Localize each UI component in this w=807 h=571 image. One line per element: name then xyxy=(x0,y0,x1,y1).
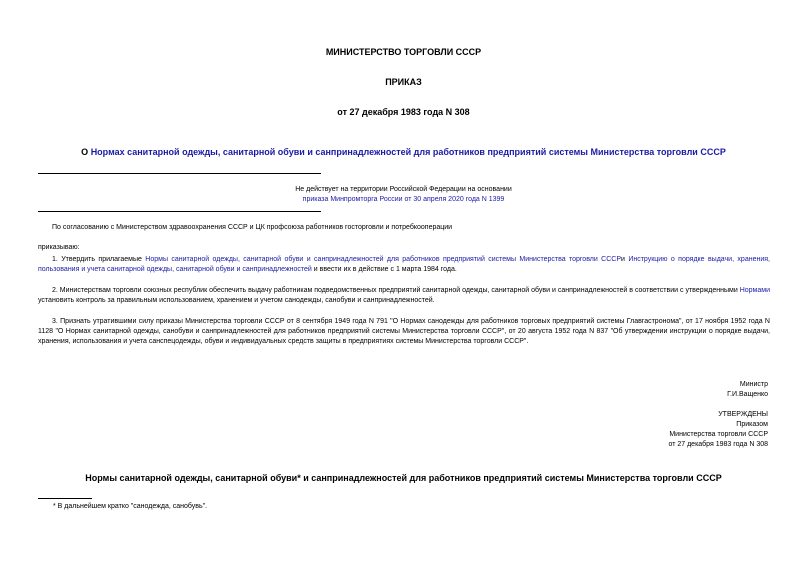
approval-block xyxy=(668,410,768,450)
order-title-prefix: О xyxy=(81,147,91,157)
p1-end: и ввести их в действие с 1 марта 1984 года. xyxy=(311,266,457,273)
footnote-text: * В дальнейшем кратко "санодежда, санобувь". xyxy=(53,503,208,510)
status-note-line1: Не действует на территории Российской Федерации на основании xyxy=(295,186,512,193)
order-title-link[interactable]: Нормах санитарной одежды, санитарной обуви и санпринадлежностей для работников предприятий системы Министерства торговли СССР xyxy=(90,147,726,157)
agreement-paragraph: По согласованию с Министерством здравоохранения СССР и ЦК профсоюза работников госторговли и потребкооперации xyxy=(52,224,453,231)
p1-norms-link[interactable]: Нормы санитарной одежды, санитарной обуви и санпринадлежностей для работников предприятий системы Министерства торговли СССР xyxy=(145,256,621,263)
paragraph-3: 3. Признать утратившими силу приказы Министерства торговли СССР от 8 сентября 1949 года N 791 "О Нормах санодежды для работников торговых предприятий системы Главгастронома", от 17 ноября 1952 года N 1128 "О Нормах санитарной одежды, санобуви и санпринадлежностей для работников предприятий системы Министерства торговли СССР", от 20 августа 1952 года N 837 "Об утверждении инструкции о порядке выдачи, хранения, использования и учета санспецодежды, обуви и индивидуальных средств защиты в предприятиях системы Министерства торговли СССР". xyxy=(38,318,770,345)
p2-norms-link[interactable]: Нормами xyxy=(739,287,770,294)
order-title xyxy=(0,147,807,157)
paragraph-1 xyxy=(38,255,770,275)
order-word: приказываю: xyxy=(38,244,80,251)
signature-position: Министр xyxy=(739,381,768,388)
paragraph-2 xyxy=(38,286,770,306)
footnote-divider xyxy=(38,498,92,499)
p1-start: 1. Утвердить прилагаемые xyxy=(52,256,146,263)
approval-line4: от 27 декабря 1983 года N 308 xyxy=(668,441,768,448)
signature-name: Г.И.Ващенко xyxy=(727,391,768,398)
ministry-heading: МИНИСТЕРСТВО ТОРГОВЛИ СССР xyxy=(325,47,482,57)
approval-line2: Приказом xyxy=(736,421,768,428)
approval-line1: УТВЕРЖДЕНЫ xyxy=(718,411,768,418)
annex-title: Нормы санитарной одежды, санитарной обуви* и санпринадлежностей для работников предприятий системы Министерства торговли СССР xyxy=(85,473,722,483)
signature-block xyxy=(727,380,768,400)
divider-bottom xyxy=(38,211,321,212)
approval-line3: Министерства торговли СССР xyxy=(669,431,768,438)
divider-top xyxy=(38,173,321,174)
doc-type-heading: ПРИКАЗ xyxy=(385,77,422,87)
date-number-heading: от 27 декабря 1983 года N 308 xyxy=(337,107,470,117)
p1-mid: и xyxy=(621,256,629,263)
status-note-link[interactable]: приказа Минпромторга России от 30 апреля 2020 года N 1399 xyxy=(302,196,505,203)
p2-end: установить контроль за правильным использованием, хранением и учетом санодежды, санобуви и санпринадлежностей. xyxy=(38,297,435,304)
p1-instruction-link[interactable]: Инструкцию о порядке выдачи, хранения, пользования и учета санитарной одежды, санитарной обуви и санпринадлежностей xyxy=(38,256,770,273)
p2-start: 2. Министерствам торговли союзных республик обеспечить выдачу работникам подведомственных предприятий санитарной одежды, санитарной обуви и санпринадлежностей в соответствии с утвержденными xyxy=(52,287,740,294)
